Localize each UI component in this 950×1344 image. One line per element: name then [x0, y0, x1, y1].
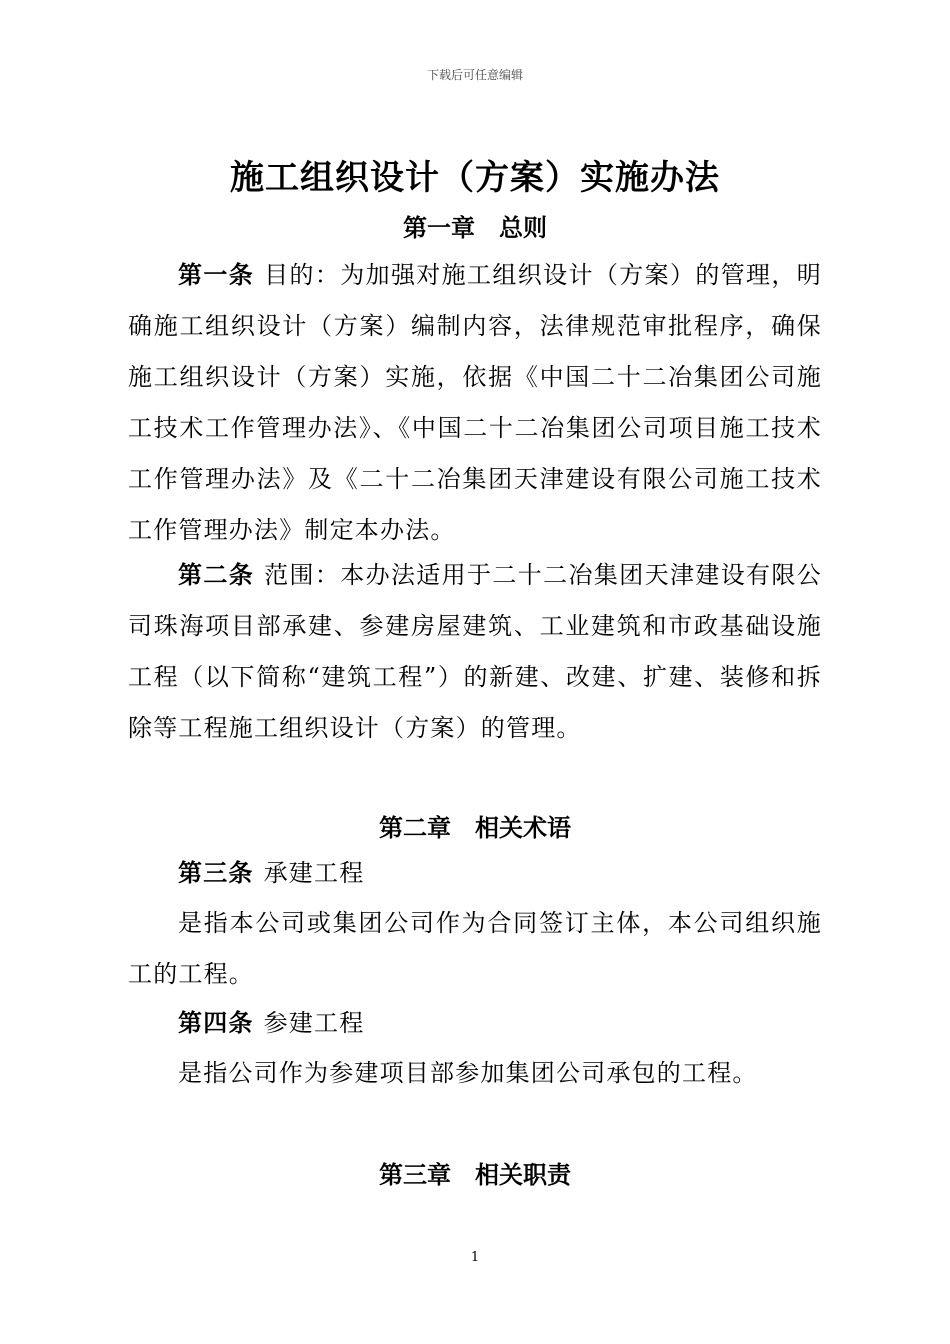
article-title: 承建工程 — [263, 859, 365, 887]
article-text: 目的：为加强对施工组织设计（方案）的管理，明确施工组织设计（方案）编制内容，法律规范审批程序，确保施工组织设计（方案）实施，依据《中国二十二冶集团公司施工技术工作管理办法》、《中国二十二冶集团公司项目施工技术工作管理办法》及《二十二冶集团天津建设有限公司施工技术工作管理办法》制定本办法。 — [128, 261, 822, 544]
article-label: 第四条 — [178, 1009, 254, 1037]
article-1 — [128, 250, 822, 556]
article-text: 范围：本办法适用于二十二冶集团天津建设有限公司珠海项目部承建、参建房屋建筑、工业建筑和市政基础设施工程（以下简称“建筑工程”）的新建、改建、扩建、装修和拆除等工程施工组织设计（方案）的管理。 — [128, 561, 822, 742]
document-title: 施工组织设计（方案）实施办法 — [230, 158, 720, 198]
article-title: 参建工程 — [263, 1009, 365, 1037]
article-2 — [128, 550, 822, 754]
chapter-heading-2 — [0, 808, 950, 843]
article-3 — [128, 848, 822, 899]
article-label: 第二条 — [178, 561, 255, 589]
article-3-body: 是指本公司或集团公司作为合同签订主体，本公司组织施工的工程。 — [128, 909, 822, 988]
chapter-name: 相关职责 — [475, 1161, 571, 1189]
article-label: 第一条 — [178, 261, 255, 289]
chapter-number: 第一章 — [403, 214, 475, 242]
chapter-name: 相关术语 — [475, 814, 571, 842]
page-number: 1 — [470, 1250, 480, 1265]
chapter-heading-1 — [0, 208, 950, 243]
article-4-body: 是指公司作为参建项目部参加集团公司承包的工程。 — [178, 1059, 758, 1087]
chapter-number: 第二章 — [379, 814, 451, 842]
article-label: 第三条 — [178, 859, 254, 887]
chapter-heading-3 — [0, 1155, 950, 1190]
chapter-name: 总则 — [499, 214, 547, 242]
chapter-number: 第三章 — [379, 1161, 451, 1189]
article-4 — [128, 998, 822, 1049]
header-note: 下载后可任意编辑 — [426, 68, 523, 82]
